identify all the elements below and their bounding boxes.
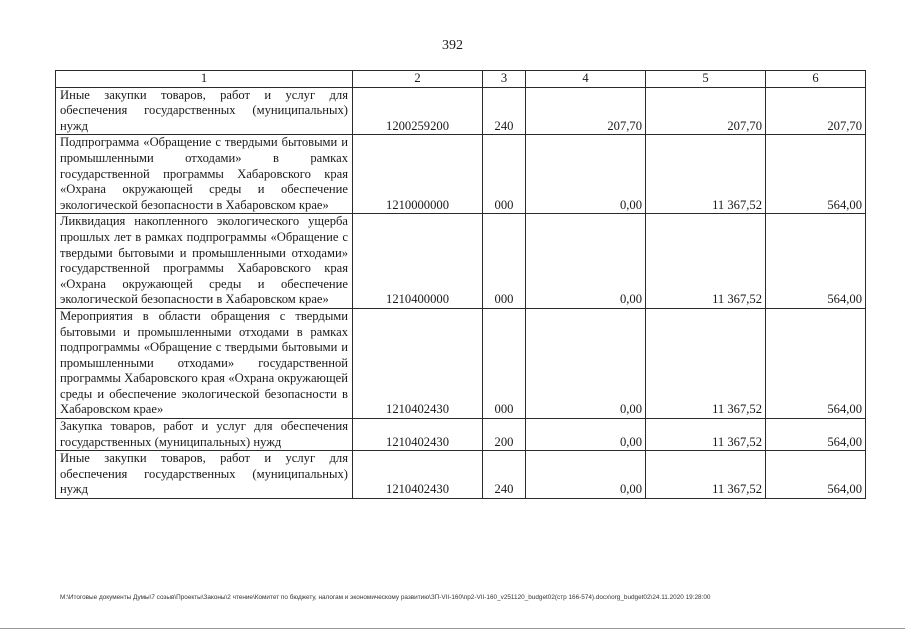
row-value-cell: 207,70	[526, 87, 646, 135]
row-value-cell: 0,00	[526, 451, 646, 499]
row-expense-type-cell: 000	[483, 214, 526, 309]
row-value-cell: 564,00	[766, 135, 866, 214]
row-expense-type-cell: 000	[483, 135, 526, 214]
row-code-cell: 1210402430	[353, 308, 483, 418]
page-bottom-divider	[0, 628, 905, 629]
row-expense-type-cell: 240	[483, 87, 526, 135]
row-value-cell: 0,00	[526, 308, 646, 418]
table-row	[56, 87, 866, 135]
row-expense-type-cell: 000	[483, 308, 526, 418]
row-value-cell: 11 367,52	[646, 308, 766, 418]
table-header-row	[56, 71, 866, 88]
table-row	[56, 135, 866, 214]
table-row	[56, 214, 866, 309]
column-header: 5	[646, 71, 766, 88]
row-value-cell: 207,70	[646, 87, 766, 135]
row-name-cell: Закупка товаров, работ и услуг для обеспечения государственных (муниципальных) нужд	[56, 419, 353, 451]
row-value-cell: 11 367,52	[646, 451, 766, 499]
row-code-cell: 1210402430	[353, 451, 483, 499]
budget-table	[55, 70, 866, 499]
row-name-cell: Мероприятия в области обращения с твердыми бытовыми и промышленными отходами в рамках подпрограммы «Обращение с твердыми бытовыми и промышленными отходами» государственной программы Хабаровского края «Охрана окружающей среды и обеспечение экологической безопасности в Хабаровском крае»	[56, 308, 353, 418]
table-row	[56, 308, 866, 418]
column-header: 4	[526, 71, 646, 88]
row-code-cell: 1200259200	[353, 87, 483, 135]
column-header: 2	[353, 71, 483, 88]
row-value-cell: 0,00	[526, 214, 646, 309]
page-number: 392	[442, 38, 463, 53]
column-header: 6	[766, 71, 866, 88]
row-value-cell: 207,70	[766, 87, 866, 135]
row-name-cell: Ликвидация накопленного экологического ущерба прошлых лет в рамках подпрограммы «Обращение с твердыми бытовыми и промышленными отходами» государственной программы Хабаровского края «Охрана окружающей среды и обеспечение экологической безопасности в Хабаровском крае»	[56, 214, 353, 309]
row-code-cell: 1210400000	[353, 214, 483, 309]
row-value-cell: 11 367,52	[646, 214, 766, 309]
row-value-cell: 0,00	[526, 419, 646, 451]
row-value-cell: 564,00	[766, 419, 866, 451]
row-value-cell: 11 367,52	[646, 419, 766, 451]
row-name-cell: Иные закупки товаров, работ и услуг для обеспечения государственных (муниципальных) нужд	[56, 87, 353, 135]
row-name-cell: Иные закупки товаров, работ и услуг для обеспечения государственных (муниципальных) нужд	[56, 451, 353, 499]
row-code-cell: 1210402430	[353, 419, 483, 451]
row-value-cell: 11 367,52	[646, 135, 766, 214]
table-row	[56, 419, 866, 451]
row-expense-type-cell: 240	[483, 451, 526, 499]
table-row	[56, 451, 866, 499]
row-value-cell: 0,00	[526, 135, 646, 214]
column-header: 3	[483, 71, 526, 88]
row-code-cell: 1210000000	[353, 135, 483, 214]
row-value-cell: 564,00	[766, 214, 866, 309]
row-name-cell: Подпрограмма «Обращение с твердыми бытовыми и промышленными отходами» в рамках государственной программы Хабаровского края «Охрана окружающей среды и обеспечение экологической безопасности в Хабаровском крае»	[56, 135, 353, 214]
column-header: 1	[56, 71, 353, 88]
row-value-cell: 564,00	[766, 451, 866, 499]
row-expense-type-cell: 200	[483, 419, 526, 451]
row-value-cell: 564,00	[766, 308, 866, 418]
document-path-footer: M:\Итоговые документы Думы\7 созыв\Проекты\Законы\2 чтение\Комитет по бюджету, налогам и экономическому развитию\ЗП-VII-160\пр2-VII-160_v251120_budget02(стр 166-574).docx\org_budget02\24.11.2020 19:28:00	[60, 594, 711, 601]
